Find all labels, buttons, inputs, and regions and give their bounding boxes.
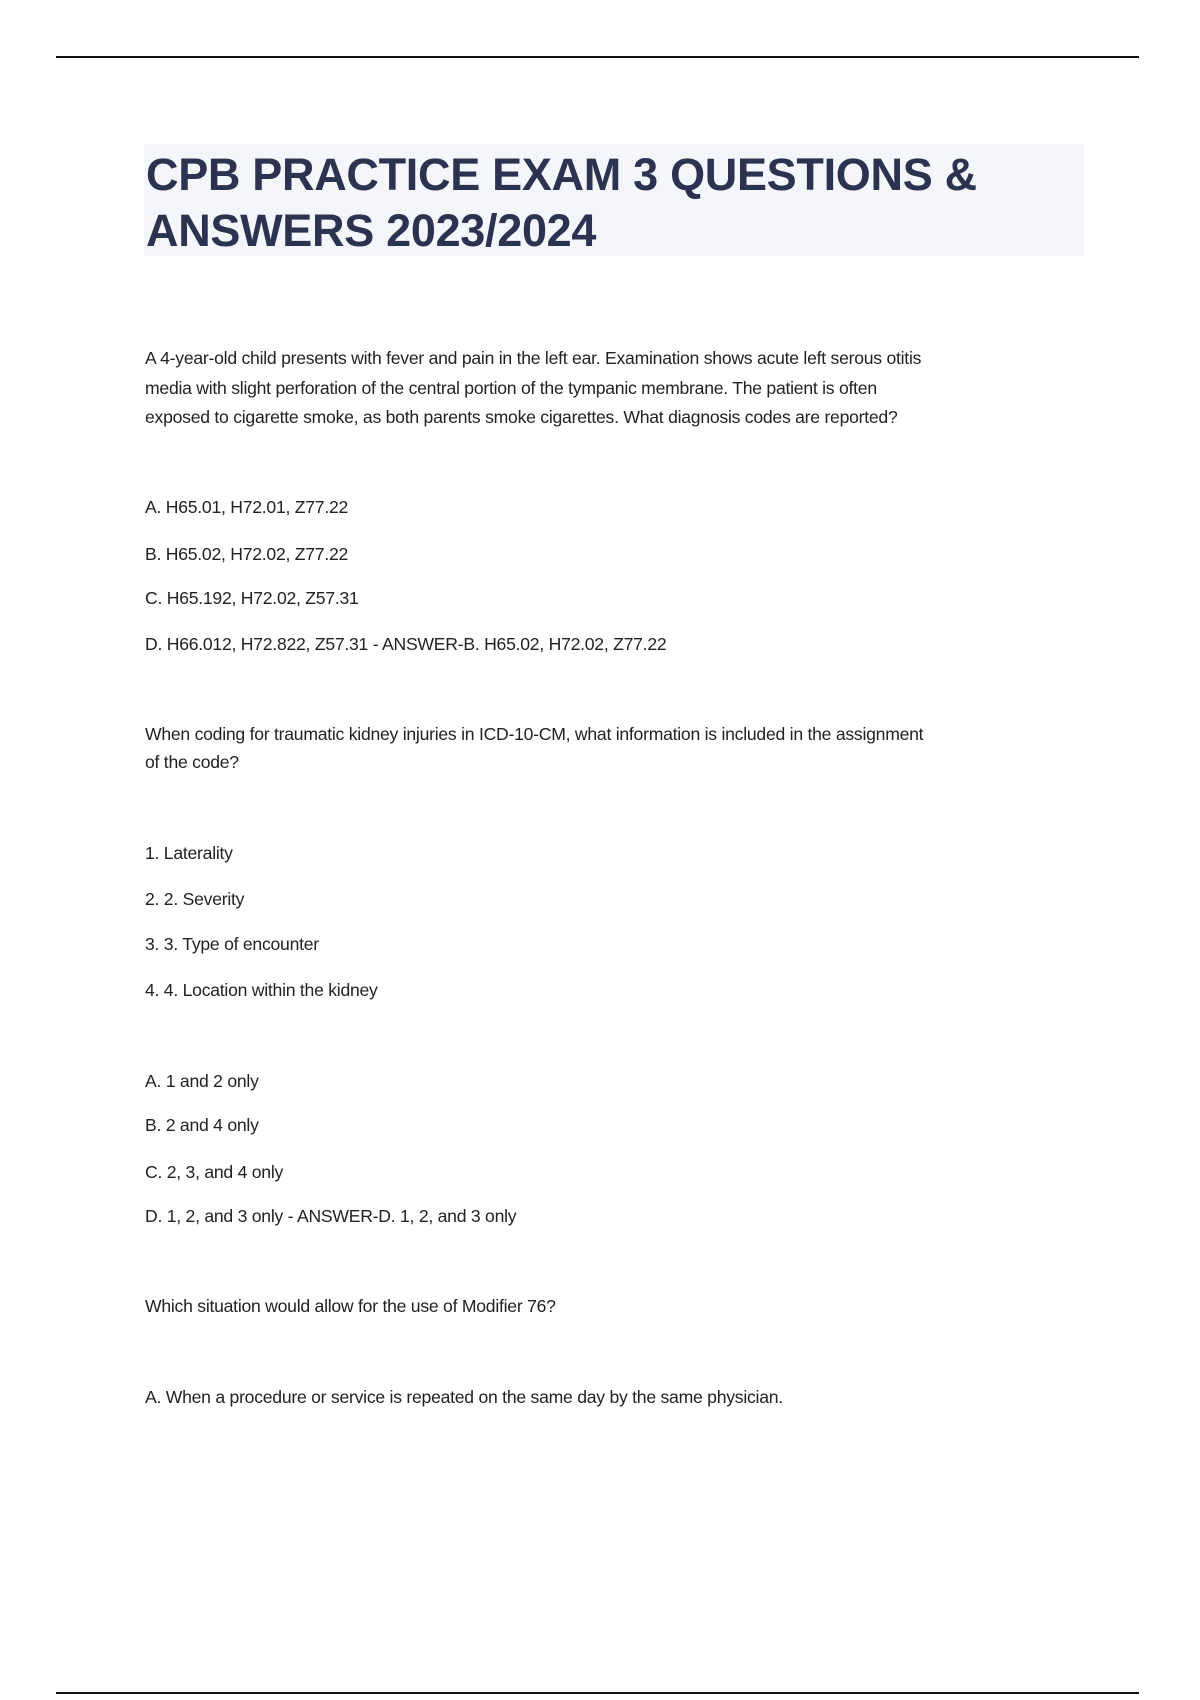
question-1-text: exposed to cigarette smoke, as both parents smoke cigarettes. What diagnosis codes are reported? <box>145 407 898 427</box>
question-3-option-a: A. When a procedure or service is repeated on the same day by the same physician. <box>145 1387 783 1407</box>
question-2-text: of the code? <box>145 752 239 772</box>
question-1-text: media with slight perforation of the central portion of the tympanic membrane. The patient is often <box>145 378 877 398</box>
document-title-line-1: CPB PRACTICE EXAM 3 QUESTIONS & <box>146 149 977 200</box>
question-2-item: 3. 3. Type of encounter <box>145 934 319 954</box>
question-2-item: 2. 2. Severity <box>145 889 245 909</box>
question-3-text: Which situation would allow for the use of Modifier 76? <box>145 1296 556 1316</box>
footer-rule <box>56 1692 1139 1694</box>
question-2-item: 4. 4. Location within the kidney <box>145 980 378 1000</box>
document-title-line-2: ANSWERS 2023/2024 <box>146 205 597 256</box>
question-2-option-d-answer: D. 1, 2, and 3 only - ANSWER-D. 1, 2, and 3 only <box>145 1206 517 1226</box>
header-rule <box>56 56 1139 58</box>
question-1-option-b: B. H65.02, H72.02, Z77.22 <box>145 544 349 564</box>
question-2-option-b: B. 2 and 4 only <box>145 1115 259 1135</box>
question-2-option-c: C. 2, 3, and 4 only <box>145 1162 284 1182</box>
question-2-text: When coding for traumatic kidney injuries in ICD-10-CM, what information is included in the assignment <box>145 724 924 744</box>
question-1-option-d-answer: D. H66.012, H72.822, Z57.31 - ANSWER-B. H65.02, H72.02, Z77.22 <box>145 634 667 654</box>
question-1-text: A 4-year-old child presents with fever and pain in the left ear. Examination shows acute left serous otitis <box>145 348 922 368</box>
question-1-option-a: A. H65.01, H72.01, Z77.22 <box>145 497 349 517</box>
question-2-item: 1. Laterality <box>145 843 233 863</box>
question-2-option-a: A. 1 and 2 only <box>145 1071 259 1091</box>
question-1-option-c: C. H65.192, H72.02, Z57.31 <box>145 588 359 608</box>
